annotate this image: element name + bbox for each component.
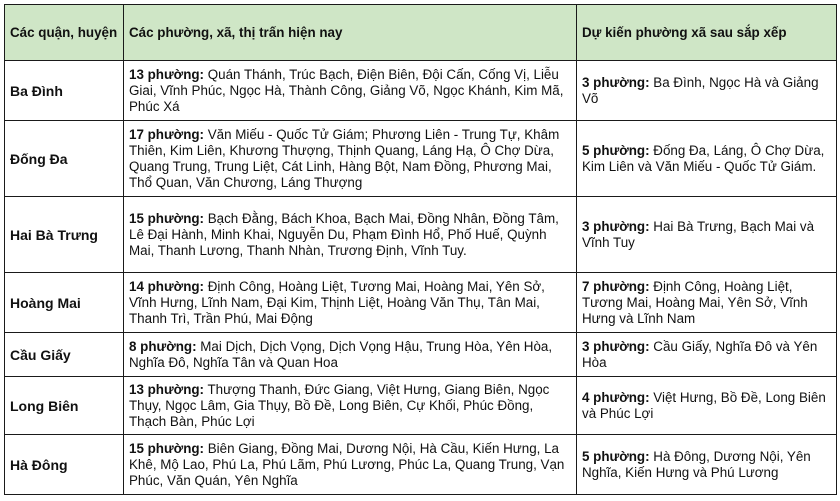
current-ward-list: Định Công, Hoàng Liệt, Tương Mai, Hoàng Mai, Yên Sở, Vĩnh Hưng, Lĩnh Nam, Đại Kim, Thịnh Liệt, Hoàng Văn Thụ, Tân Mai, Thanh Trì, Trần Phú, Mai Động (129, 278, 545, 326)
planned-ward-count: 4 phường: (582, 389, 650, 405)
table-row (5, 435, 837, 495)
current-wards-cell (124, 333, 577, 377)
district-name: Hoàng Mai (5, 273, 124, 333)
planned-ward-count: 3 phường: (582, 338, 650, 354)
district-name: Đống Đa (5, 121, 124, 197)
current-ward-count: 15 phường: (129, 210, 205, 226)
current-ward-list: Quán Thánh, Trúc Bạch, Điện Biên, Đội Cấn, Cống Vị, Liễu Giai, Vĩnh Phúc, Ngọc Hà, Thành Công, Giảng Võ, Ngọc Khánh, Kim Mã, Phúc Xá (129, 66, 564, 114)
current-ward-count: 13 phường: (129, 66, 205, 82)
header-current-wards: Các phường, xã, thị trấn hiện nay (124, 5, 577, 61)
planned-wards-cell (577, 435, 837, 495)
planned-ward-count: 7 phường: (582, 278, 650, 294)
table-row (5, 121, 837, 197)
district-name: Hà Đông (5, 435, 124, 495)
ward-merger-table (4, 4, 837, 495)
planned-wards-cell (577, 333, 837, 377)
current-wards-cell (124, 273, 577, 333)
planned-ward-list: Hà Đông, Dương Nội, Yên Nghĩa, Kiến Hưng và Phú Lương (582, 448, 811, 480)
planned-ward-list: Việt Hưng, Bồ Đề, Long Biên và Phúc Lợi (582, 389, 826, 421)
planned-ward-count: 3 phường: (582, 218, 650, 234)
planned-ward-count: 5 phường: (582, 142, 650, 158)
district-name: Cầu Giấy (5, 333, 124, 377)
district-name: Ba Đình (5, 61, 124, 121)
table-row (5, 273, 837, 333)
planned-wards-cell (577, 121, 837, 197)
table-row (5, 377, 837, 435)
current-wards-cell (124, 197, 577, 273)
current-ward-count: 17 phường: (129, 126, 205, 142)
planned-ward-list: Ba Đình, Ngọc Hà và Giảng Võ (582, 74, 819, 106)
header-district: Các quận, huyện (5, 5, 124, 61)
current-wards-cell (124, 61, 577, 121)
current-ward-count: 14 phường: (129, 278, 205, 294)
current-wards-cell (124, 121, 577, 197)
table-row (5, 61, 837, 121)
table-row (5, 197, 837, 273)
planned-ward-list: Đống Đa, Láng, Ô Chợ Dừa, Kim Liên và Văn Miếu - Quốc Tử Giám. (582, 142, 825, 174)
current-ward-list: Thượng Thanh, Đức Giang, Việt Hưng, Giang Biên, Ngọc Thụy, Ngọc Lâm, Gia Thụy, Bồ Đề, Long Biên, Cự Khối, Phúc Đồng, Thạch Bàn, Phúc Lợi (129, 381, 550, 429)
planned-ward-list: Hai Bà Trưng, Bạch Mai và Vĩnh Tuy (582, 218, 815, 250)
current-ward-list: Mai Dịch, Dịch Vọng, Dịch Vọng Hậu, Trung Hòa, Yên Hòa, Nghĩa Đô, Nghĩa Tân và Quan Hoa (129, 338, 553, 370)
district-name: Long Biên (5, 377, 124, 435)
current-wards-cell (124, 377, 577, 435)
planned-ward-list: Cầu Giấy, Nghĩa Đô và Yên Hòa (582, 338, 818, 370)
district-name: Hai Bà Trưng (5, 197, 124, 273)
current-ward-count: 15 phường: (129, 440, 205, 456)
header-planned-wards: Dự kiến phường xã sau sắp xếp (577, 5, 837, 61)
planned-ward-count: 3 phường: (582, 74, 650, 90)
current-ward-list: Biên Giang, Đồng Mai, Dương Nội, Hà Cầu, Kiến Hưng, La Khê, Mộ Lao, Phú La, Phú Lãm, Phú Lương, Phúc La, Quang Trung, Vạn Phúc, Văn Quán, Yên Nghĩa (129, 440, 565, 488)
table-row (5, 333, 837, 377)
planned-wards-cell (577, 273, 837, 333)
planned-wards-cell (577, 61, 837, 121)
current-ward-list: Bạch Đằng, Bách Khoa, Bạch Mai, Đồng Nhân, Đồng Tâm, Lê Đại Hành, Minh Khai, Nguyễn Du, Phạm Đình Hổ, Phố Huế, Quỳnh Mai, Thanh Lương, Thanh Nhàn, Trương Định, Vĩnh Tuy. (129, 210, 559, 258)
planned-ward-list: Định Công, Hoàng Liệt, Tương Mai, Hoàng Mai, Yên Sở, Vĩnh Hưng và Lĩnh Nam (582, 278, 808, 326)
table-header-row (5, 5, 837, 61)
current-ward-count: 8 phường: (129, 338, 197, 354)
planned-ward-count: 5 phường: (582, 448, 650, 464)
current-wards-cell (124, 435, 577, 495)
current-ward-count: 13 phường: (129, 381, 205, 397)
planned-wards-cell (577, 377, 837, 435)
current-ward-list: Văn Miếu - Quốc Tử Giám; Phương Liên - Trung Tự, Khâm Thiên, Kim Liên, Khương Thượng, Thịnh Quang, Láng Hạ, Ô Chợ Dừa, Quang Trung, Trung Liệt, Cát Linh, Hàng Bột, Nam Đồng, Phương Mai, Thổ Quan, Văn Chương, Láng Thượng (129, 126, 560, 190)
planned-wards-cell (577, 197, 837, 273)
